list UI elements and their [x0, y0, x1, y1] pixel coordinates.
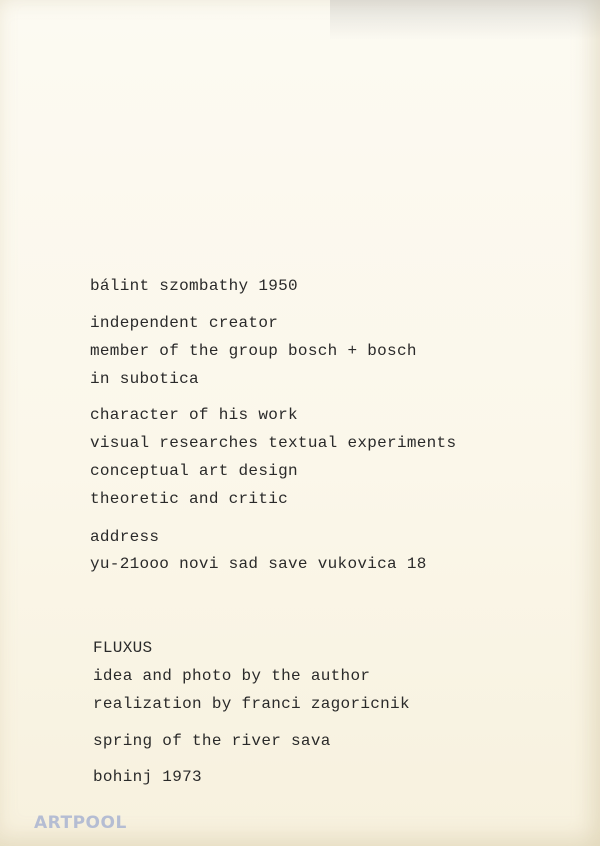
member-line: member of the group bosch + bosch	[90, 342, 417, 360]
name-line: bálint szombathy 1950	[90, 277, 298, 295]
place-line: in subotica	[90, 370, 199, 388]
work-title: FLUXUS	[93, 639, 153, 657]
work-line-2: conceptual art design	[90, 462, 298, 480]
address-line: yu-21ooo novi sad save vukovica 18	[90, 555, 427, 573]
paper-shadow	[330, 0, 600, 40]
credit-line-1: idea and photo by the author	[93, 667, 371, 685]
location-line: spring of the river sava	[93, 732, 331, 750]
role-line: independent creator	[90, 314, 279, 332]
address-heading: address	[90, 528, 160, 546]
credit-line-2: realization by franci zagoricnik	[93, 695, 410, 713]
work-line-1: visual researches textual experiments	[90, 434, 457, 452]
place-date-line: bohinj 1973	[93, 768, 202, 786]
character-heading: character of his work	[90, 406, 298, 424]
work-line-3: theoretic and critic	[90, 490, 289, 508]
artpool-stamp: ARTPOOL	[34, 813, 127, 833]
